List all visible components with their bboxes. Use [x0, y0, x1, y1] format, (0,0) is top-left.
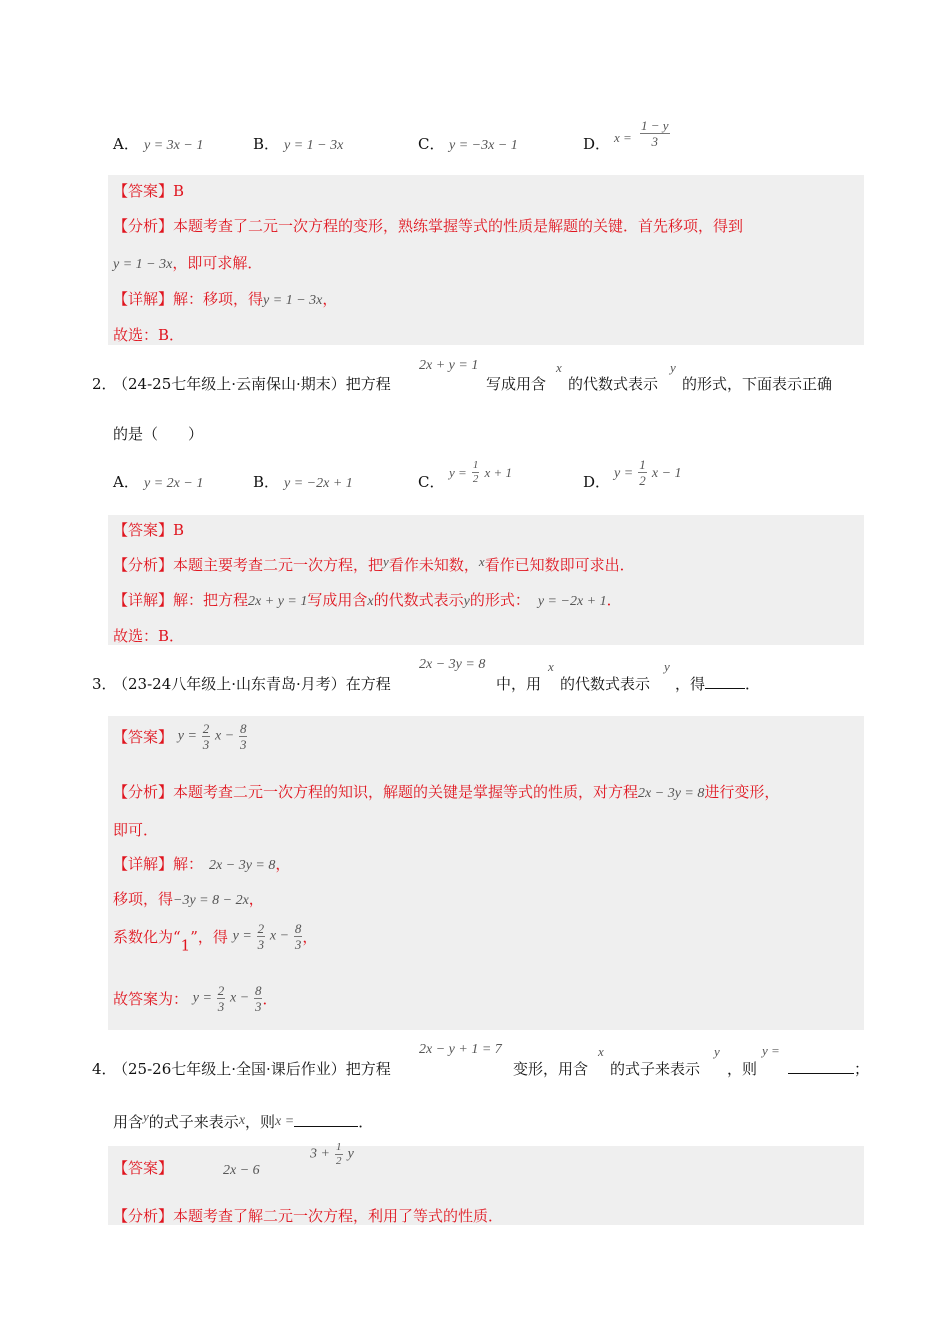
analysis-tag: 【分析】 [113, 217, 174, 235]
final-mid: x − [230, 990, 250, 1006]
q2-text-c: 的形式，下面表示正确 [682, 375, 833, 393]
q4-answer-tag: 【答案】 [113, 1159, 174, 1177]
fraction-denominator: 2 [639, 473, 646, 488]
q2-option-c-label: C． [418, 473, 445, 491]
q2-analysis [113, 554, 635, 575]
option-rhs: x − 1 [651, 466, 682, 481]
detail-text: 解：移项，得 [173, 290, 264, 308]
answer-tag: 【答案】 [113, 521, 174, 539]
fraction-numerator: 8 [239, 721, 247, 736]
question-text: 的式子来表示 [148, 1113, 239, 1131]
fraction-numerator: 2 [202, 721, 210, 736]
q3-step2 [113, 888, 264, 909]
q3-step3 [113, 922, 317, 955]
option-fraction [638, 458, 647, 487]
detail-tag: 【详解】 [113, 591, 174, 609]
q2-source: （24-25七年级上·云南保山·期末）把方程 [113, 375, 391, 393]
step-text: ”，得 [190, 928, 228, 946]
answer-tag: 【答案】 [113, 728, 174, 746]
q2-var-x: x [556, 360, 562, 375]
detail-text: 解：把方程 [173, 591, 249, 609]
detail-var-x: x [367, 594, 374, 609]
analysis-expr: y = 1 − 3x [113, 257, 173, 272]
fraction-denominator: 3 [257, 937, 265, 952]
final-lhs: y = [192, 990, 212, 1006]
q3-detail [113, 853, 290, 874]
q4-text-c: ，则 [727, 1060, 758, 1078]
q3-text-c [675, 673, 760, 694]
fraction-numerator: 1 [336, 1141, 342, 1153]
q4-text-a: 变形，用含 [513, 1060, 589, 1078]
q4-text-b: 的式子来表示 [610, 1060, 701, 1078]
q4-source: （25-26七年级上·全国·课后作业）把方程 [113, 1060, 391, 1078]
q4-answer1: 2x − 6 [223, 1163, 260, 1178]
detail-text: 的代数式表示 [373, 591, 464, 609]
final-end: ． [262, 990, 278, 1008]
analysis-text: 看作未知数， [388, 556, 479, 574]
fraction-denominator: 3 [239, 737, 247, 752]
detail-tag: 【详解】 [113, 855, 174, 873]
q2-option-d-label: D． [583, 473, 611, 491]
step-lhs: y = [232, 928, 252, 944]
detail-tail: ， [322, 290, 338, 308]
analysis-text: 看作已知数即可求出． [484, 556, 635, 574]
q3-answer [113, 722, 247, 751]
analysis-text: 进行变形， [704, 783, 780, 801]
fraction-numerator: 1 [472, 459, 479, 471]
q4-var-y: y [714, 1044, 720, 1059]
question-end: ． [358, 1113, 374, 1131]
step-text: 系数化为“ [113, 928, 181, 946]
q3-final [113, 984, 278, 1013]
question-text: ，得 [675, 675, 706, 693]
option-lhs: y = [614, 466, 634, 481]
fraction-denominator: 3 [202, 737, 210, 752]
fraction-denominator: 3 [651, 134, 659, 149]
q2-option-b-label: B． [253, 473, 280, 491]
detail-result: y = −2x + 1 [537, 594, 607, 609]
final-fraction-a [217, 984, 226, 1013]
q1-option-a-label: A． [113, 135, 139, 153]
q2-option-a-label: A． [113, 473, 139, 491]
fraction-denominator: 2 [472, 473, 479, 485]
q3-text-b: 的代数式表示 [560, 675, 651, 693]
q2-option-a-expr: y = 2x − 1 [144, 476, 204, 491]
q4-y-eq: y = [762, 1043, 780, 1058]
analysis-tag: 【分析】 [113, 556, 174, 574]
analysis-var-x: x [478, 554, 485, 569]
answer-value: B [173, 182, 185, 200]
detail-var-y: y [463, 594, 470, 609]
fraction-numerator: 8 [254, 983, 262, 998]
option-rhs: x + 1 [484, 465, 513, 480]
step-expr: −3y = 8 − 2x [173, 893, 249, 908]
q1-option-d-fraction [640, 119, 670, 148]
fraction-denominator: 3 [217, 999, 225, 1014]
q1-analysis-line2 [113, 252, 262, 273]
step-comma: ， [248, 890, 264, 908]
question-var-y: y [143, 1109, 149, 1124]
answer-mid: x − [215, 728, 235, 744]
detail-text: 写成用含 [307, 591, 368, 609]
q3-equation: 2x − 3y = 8 [419, 657, 486, 672]
fraction-numerator: 1 [639, 457, 646, 472]
q2-answer [113, 519, 184, 540]
q1-option-c-label: C． [418, 135, 445, 153]
detail-end: ． [606, 591, 622, 609]
fraction-numerator: 2 [217, 983, 225, 998]
analysis-text: 本题考查了解二元一次方程，利用了等式的性质． [173, 1207, 504, 1225]
analysis-text: 本题考查二元一次方程的知识，解题的关键是掌握等式的性质，对方程 [173, 783, 639, 801]
question-x-eq: x = [275, 1114, 295, 1129]
q1-option-b-label: B． [253, 135, 280, 153]
q3-analysis-line2: 即可． [113, 821, 159, 839]
answer-fraction-b [239, 722, 248, 751]
q2-option-c-expr [449, 460, 512, 485]
step-text: 移项，得 [113, 890, 174, 908]
analysis-var-y: y [383, 554, 389, 569]
q3-var-y: y [664, 659, 670, 674]
detail-comma: ， [275, 855, 291, 873]
step-mid: x − [269, 928, 290, 944]
fraction-numerator: 8 [294, 921, 302, 936]
step-comma: ， [302, 928, 318, 946]
q2-var-y: y [670, 360, 676, 375]
q1-answer [113, 180, 184, 201]
detail-expr: 2x − 3y = 8 [209, 858, 276, 873]
q2-text-a: 写成用含 [486, 375, 547, 393]
answer-blank[interactable] [294, 1126, 358, 1127]
q2-conclusion: 故选：B． [113, 627, 185, 645]
fraction-denominator: 2 [336, 1155, 342, 1167]
q3-analysis [113, 781, 779, 802]
detail-tag: 【详解】 [113, 290, 174, 308]
q2-line2: 的是（ ） [113, 425, 204, 443]
q2-option-d-expr [614, 458, 682, 487]
q4-answer2 [310, 1142, 354, 1167]
q3-number: 3． [92, 675, 117, 693]
q1-option-c-expr: y = −3x − 1 [449, 138, 518, 153]
answer-blank[interactable] [788, 1073, 854, 1074]
q1-option-b-expr: y = 1 − 3x [284, 138, 344, 153]
q4-number: 4． [92, 1060, 117, 1078]
analysis-tag: 【分析】 [113, 783, 174, 801]
detail-text: 解： [173, 855, 204, 873]
q2-answer-box [108, 515, 864, 645]
q1-conclusion: 故选：B． [113, 326, 185, 344]
q2-text-b: 的代数式表示 [568, 375, 659, 393]
step-fraction-a [257, 922, 266, 951]
question-text: 用含 [113, 1113, 144, 1131]
analysis-tag: 【分析】 [113, 1207, 174, 1225]
answer-fraction [335, 1142, 343, 1167]
detail-expr: y = 1 − 3x [263, 293, 323, 308]
fraction-denominator: 3 [254, 999, 262, 1014]
q2-option-b-expr: y = −2x + 1 [284, 476, 353, 491]
q4-equation: 2x − y + 1 = 7 [419, 1042, 502, 1057]
analysis-tail: ，即可求解． [172, 254, 263, 272]
q4-analysis [113, 1205, 503, 1226]
analysis-text: 本题主要考查二元一次方程，把 [173, 556, 384, 574]
q1-option-d-lhs: x = [614, 130, 632, 145]
q2-detail [113, 589, 622, 610]
step-coefficient: 1 [180, 936, 191, 955]
q2-equation: 2x + y = 1 [419, 358, 479, 373]
question-var-x: x [238, 1113, 246, 1128]
q3-text-a: 中，用 [496, 675, 542, 693]
question-semicolon: ； [854, 1060, 870, 1078]
answer-fraction-a [202, 722, 211, 751]
q2-number: 2． [92, 375, 117, 393]
answer-lhs: 3 + [310, 1146, 330, 1162]
q3-source: （23-24八年级上·山东青岛·月考）在方程 [113, 675, 391, 693]
detail-text: 的形式： [469, 591, 530, 609]
question-end: ． [745, 675, 761, 693]
answer-lhs: y = [177, 728, 197, 744]
answer-var: y [347, 1146, 354, 1162]
q1-analysis [113, 215, 743, 236]
question-text: ，则 [245, 1113, 276, 1131]
analysis-text: 本题考查了二元一次方程的变形，熟练掌握等式的性质是解题的关键．首先移项，得到 [173, 217, 744, 235]
answer-tag: 【答案】 [113, 182, 174, 200]
final-text: 故答案为： [113, 990, 189, 1008]
fraction-numerator: 2 [257, 921, 265, 936]
fraction-denominator: 3 [294, 937, 302, 952]
q3-var-x: x [548, 659, 554, 674]
q1-option-d-label: D． [583, 135, 611, 153]
analysis-expr: 2x − 3y = 8 [638, 786, 705, 801]
detail-expr: 2x + y = 1 [248, 594, 308, 609]
q4-line2 [113, 1109, 373, 1132]
fraction-numerator: 1 − y [641, 118, 669, 133]
q1-detail [113, 288, 337, 309]
q4-var-x: x [598, 1044, 604, 1059]
option-fraction [472, 460, 480, 485]
answer-value: B [173, 521, 185, 539]
q1-option-a-expr: y = 3x − 1 [144, 138, 204, 153]
option-lhs: y = [449, 465, 467, 480]
q4-blank1 [788, 1058, 869, 1079]
answer-blank[interactable] [705, 688, 745, 689]
